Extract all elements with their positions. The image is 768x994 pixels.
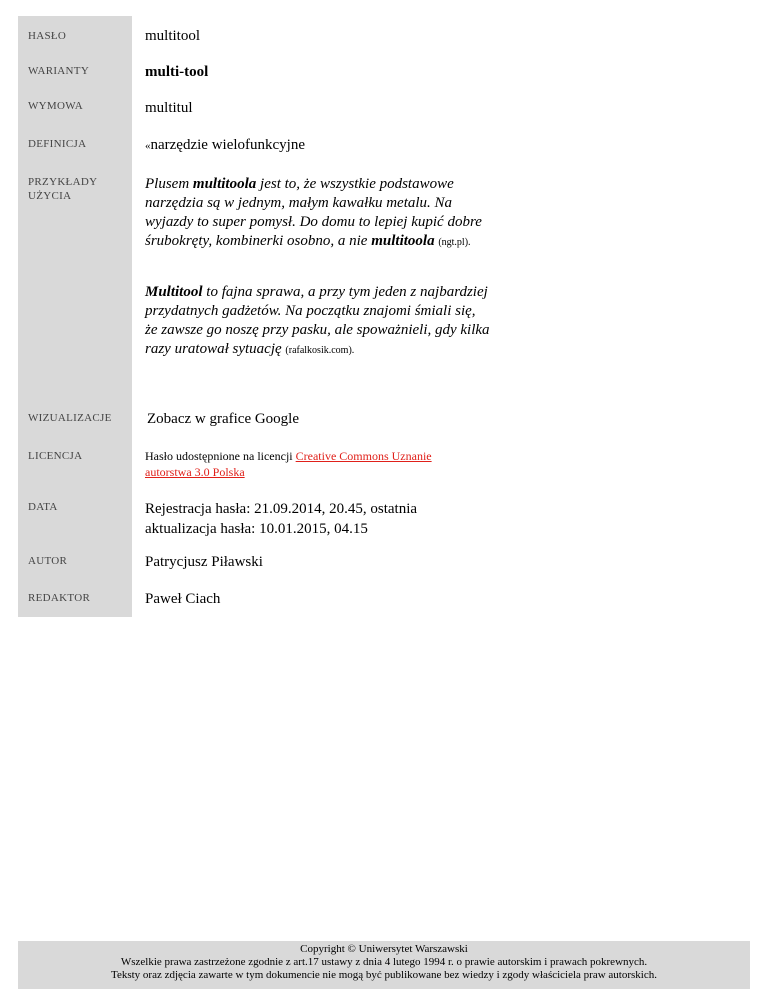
example-source: (rafalkosik.com). xyxy=(285,345,355,356)
footer-rights: Wszelkie prawa zastrzeżone zgodnie z art.17 ustawy z dnia 4 lutego 1994 r. o prawie autorskim i prawach pokrewnych. xyxy=(120,956,648,968)
definition-quote-mark: « xyxy=(145,140,151,152)
label-wizualizacje: WIZUALIZACJE xyxy=(28,412,112,424)
example-keyword: multitoola xyxy=(371,233,435,249)
entry-headword: multitool xyxy=(145,28,201,44)
usage-example-2 xyxy=(145,283,490,360)
label-przyklady-line1: PRZYKŁADY xyxy=(28,176,98,188)
entry-editor: Paweł Ciach xyxy=(145,591,221,607)
label-przyklady-line2: UŻYCIA xyxy=(28,190,72,202)
example-text: jest to, że wszystkie podstawowe narzędzia są w jednym, małym kawałku metalu. Na wyjazdy to super pomysł. Do domu to lepiej kupić dobre śrubokręty, kombinerki osobno, a nie xyxy=(145,176,482,249)
label-warianty: WARIANTY xyxy=(28,65,90,77)
google-images-link[interactable]: Zobacz w grafice Google xyxy=(147,411,300,427)
copyright-footer xyxy=(18,941,750,989)
entry-dates: Rejestracja hasła: 21.09.2014, 20.45, ostatnia aktualizacja hasła: 10.01.2015, 04.15 xyxy=(145,501,418,537)
entry-pronunciation: multitul xyxy=(145,100,193,116)
entry-definition xyxy=(145,135,305,156)
example-source: (ngt.pl). xyxy=(438,237,471,248)
example-text: Plusem xyxy=(145,176,193,192)
usage-example-1 xyxy=(145,175,490,252)
label-redaktor: REDAKTOR xyxy=(28,592,91,604)
label-data: DATA xyxy=(28,501,58,513)
label-wymowa: WYMOWA xyxy=(28,100,83,112)
license-prefix: Hasło udostępnione na licencji xyxy=(145,449,296,463)
license-link[interactable]: Creative Commons Uznanie autorstwa 3.0 Polska xyxy=(145,449,432,479)
label-definicja: DEFINICJA xyxy=(28,138,87,150)
label-autor: AUTOR xyxy=(28,555,68,567)
label-haslo: HASŁO xyxy=(28,30,67,42)
label-licencja: LICENCJA xyxy=(28,450,83,462)
example-keyword: multitoola xyxy=(192,176,257,192)
entry-variants: multi-tool xyxy=(145,64,209,80)
label-przyklady xyxy=(28,175,97,203)
example-keyword: Multitool xyxy=(145,284,203,300)
example-text: to fajna sprawa, a przy tym jeden z najbardziej przydatnych gadżetów. Na początku znajomi śmiali się, że zawsze go noszę przy pasku, ale spoważnieli, gdy kilka razy uratował sytuację xyxy=(145,284,490,357)
entry-author: Patrycjusz Piławski xyxy=(145,554,263,570)
license-text xyxy=(145,448,465,480)
footer-copyright: Copyright © Uniwersytet Warszawski xyxy=(300,943,468,955)
definition-text: narzędzie wielofunkcyjne xyxy=(150,137,306,153)
footer-notice: Teksty oraz zdjęcia zawarte w tym dokumencie nie mogą być publikowane bez wiedzy i zgody właściciela praw autorskich. xyxy=(111,969,657,981)
